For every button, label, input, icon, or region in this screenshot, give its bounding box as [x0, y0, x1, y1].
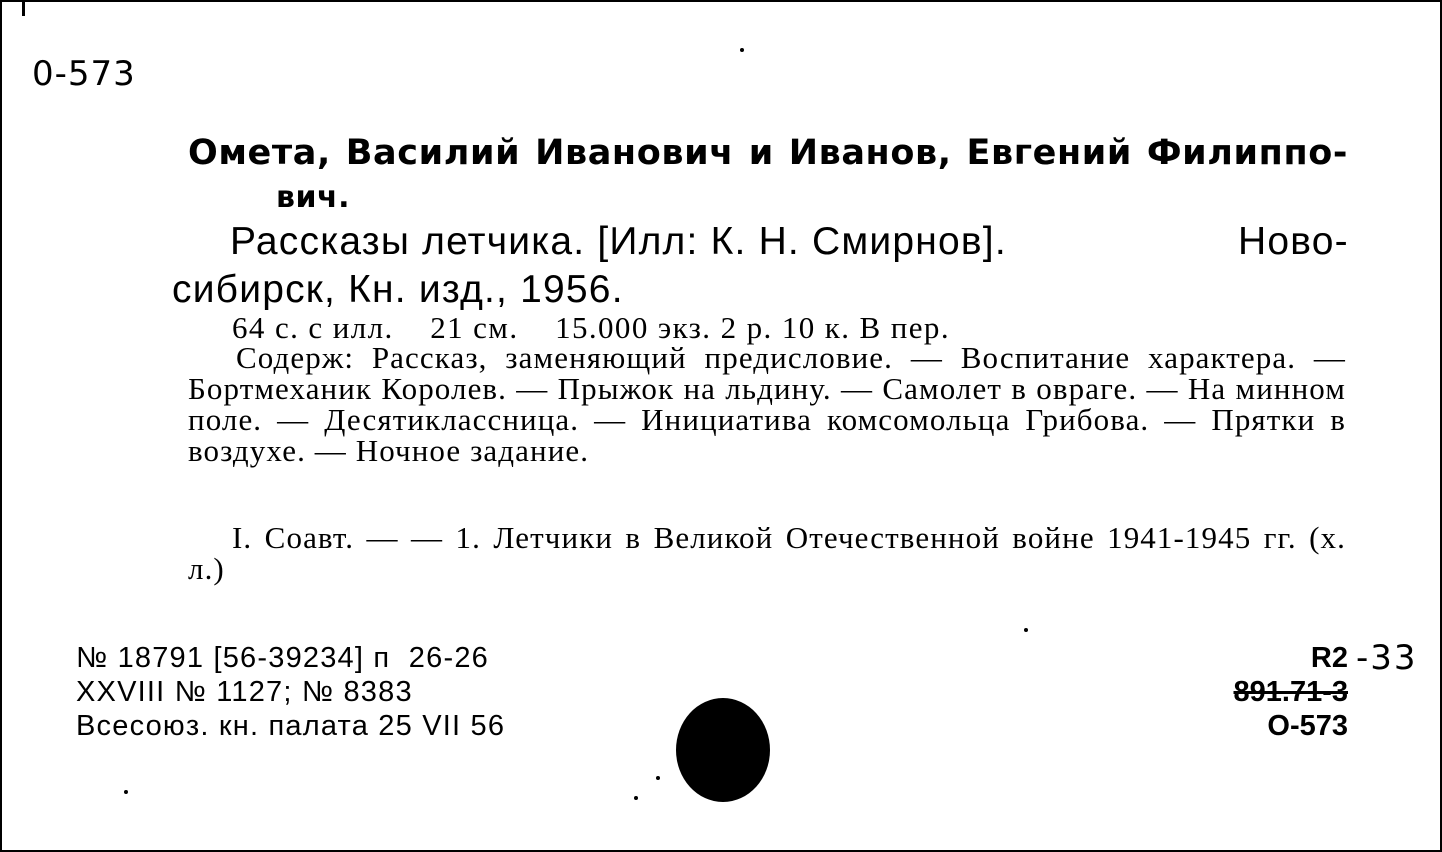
call-number: 0-573: [32, 54, 136, 94]
punch-hole: [676, 698, 770, 802]
speck: [1024, 628, 1028, 632]
speck: [656, 776, 660, 780]
speck: [634, 796, 638, 800]
top-mark: [22, 2, 25, 16]
class-code-author: О-573: [1267, 710, 1348, 742]
class-code-primary: R2: [1310, 642, 1348, 674]
footer-registry: XXVIII № 1127; № 8383: [76, 676, 413, 708]
tracings-text: I. Соавт. — — 1. Летчики в Великой Отечественной войне 1941-1945 гг. (х. л.): [188, 520, 1346, 586]
title-line-1-end: Ново-: [1238, 220, 1349, 263]
contents-text: Содерж: Рассказ, заменяющий предисловие. — Воспитание характера. — Бортмеханик Королев. — Прыжок на льдину. — Самолет в овраге. — На минном поле. — Десятиклассница. — Инициатива комсомольца Грибова. — Прятки в воздухе. — Ночное задание.: [188, 340, 1346, 468]
speck: [740, 48, 744, 52]
author-heading: Омета, Василий Иванович и Иванов, Евгений Филиппо-: [188, 133, 1348, 173]
title-line-2: сибирск, Кн. изд., 1956.: [172, 268, 624, 311]
author-heading-continuation: вич.: [276, 180, 350, 215]
footer-number: № 18791 [56-39234] п 26-26: [76, 642, 489, 674]
tracings: [188, 522, 1346, 584]
handwritten-class-suffix: -33: [1356, 638, 1418, 678]
contents-note: [188, 342, 1346, 466]
title-line-1: Рассказы летчика. [Илл: К. Н. Смирнов].: [230, 220, 1007, 263]
footer-publisher-date: Всесоюз. кн. палата 25 VII 56: [76, 710, 506, 742]
collation: 64 с. с илл. 21 см. 15.000 экз. 2 р. 10 к. В пер.: [232, 310, 950, 345]
class-code-struck: 891.71-3: [1233, 676, 1348, 708]
speck: [124, 790, 128, 794]
